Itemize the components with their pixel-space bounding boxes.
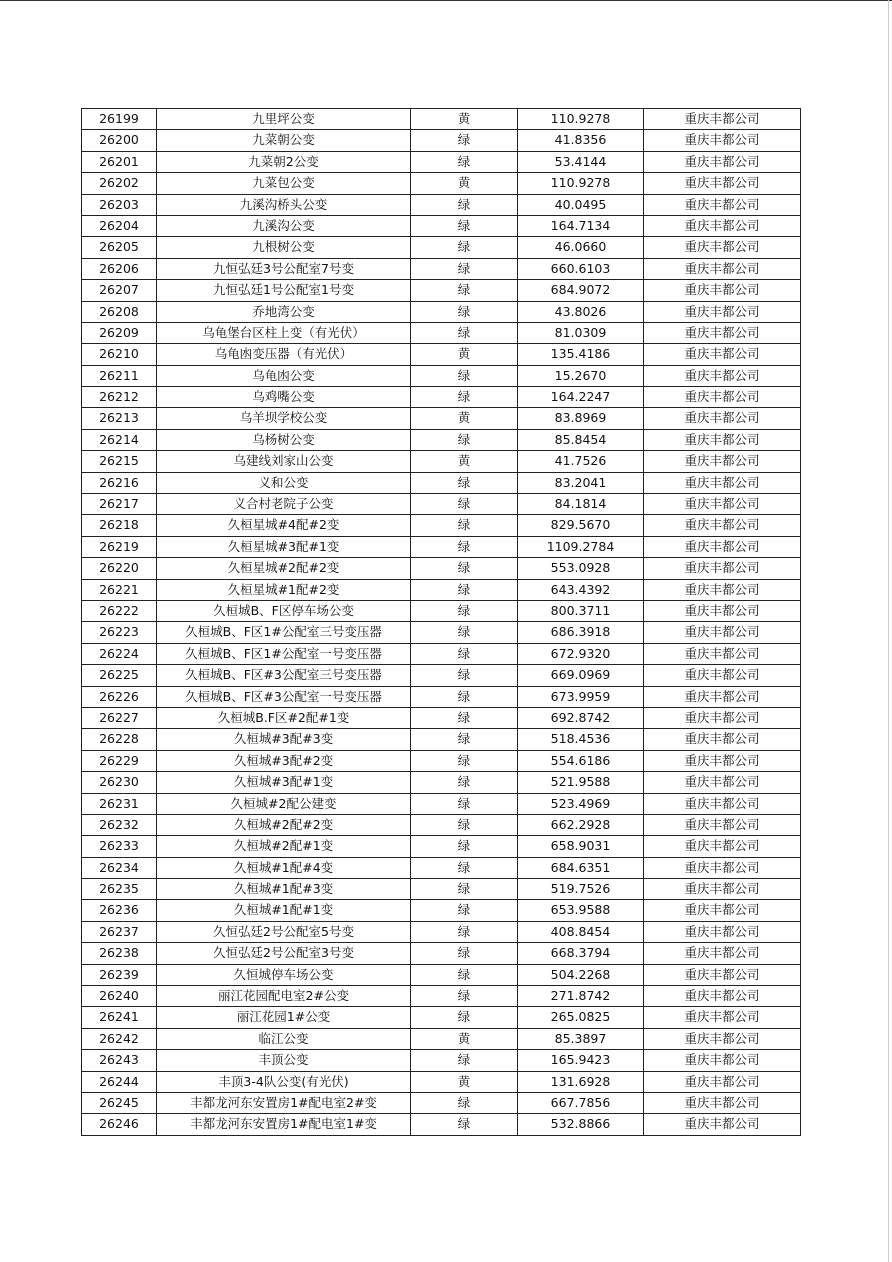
cell-company: 重庆丰都公司 <box>644 109 801 130</box>
cell-value: 829.5670 <box>518 515 644 536</box>
cell-company: 重庆丰都公司 <box>644 451 801 472</box>
table-row <box>82 1007 801 1028</box>
cell-id: 26232 <box>82 814 157 835</box>
cell-status: 绿 <box>411 280 518 301</box>
cell-value: 110.9278 <box>518 109 644 130</box>
cell-id: 26217 <box>82 494 157 515</box>
cell-id: 26246 <box>82 1114 157 1135</box>
cell-id: 26200 <box>82 130 157 151</box>
cell-value: 668.3794 <box>518 943 644 964</box>
cell-status: 绿 <box>411 643 518 664</box>
table-row <box>82 494 801 515</box>
cell-status: 绿 <box>411 215 518 236</box>
table-row <box>82 900 801 921</box>
cell-id: 26225 <box>82 665 157 686</box>
cell-status: 绿 <box>411 964 518 985</box>
cell-name: 九菜包公变 <box>157 173 411 194</box>
table-row <box>82 1050 801 1071</box>
cell-value: 519.7526 <box>518 879 644 900</box>
table-row <box>82 1028 801 1049</box>
table-row <box>82 280 801 301</box>
table-row <box>82 151 801 172</box>
cell-status: 绿 <box>411 921 518 942</box>
cell-status: 绿 <box>411 472 518 493</box>
cell-name: 久桓城#2配#2变 <box>157 814 411 835</box>
cell-id: 26233 <box>82 836 157 857</box>
cell-status: 绿 <box>411 194 518 215</box>
cell-company: 重庆丰都公司 <box>644 1071 801 1092</box>
cell-status: 黄 <box>411 109 518 130</box>
cell-company: 重庆丰都公司 <box>644 686 801 707</box>
cell-name: 乌杨树公变 <box>157 429 411 450</box>
table-row <box>82 130 801 151</box>
cell-status: 绿 <box>411 793 518 814</box>
transformer-table <box>81 108 801 1136</box>
cell-id: 26214 <box>82 429 157 450</box>
cell-name: 九溪沟公变 <box>157 215 411 236</box>
cell-name: 乌龟堡台区柱上变（有光伏） <box>157 322 411 343</box>
cell-name: 久桓城#2配公建变 <box>157 793 411 814</box>
cell-company: 重庆丰都公司 <box>644 707 801 728</box>
cell-value: 554.6186 <box>518 750 644 771</box>
cell-company: 重庆丰都公司 <box>644 879 801 900</box>
cell-value: 667.7856 <box>518 1092 644 1113</box>
cell-value: 672.9320 <box>518 643 644 664</box>
cell-value: 41.7526 <box>518 451 644 472</box>
cell-name: 乌龟凼变压器（有光伏） <box>157 344 411 365</box>
cell-status: 绿 <box>411 600 518 621</box>
cell-id: 26204 <box>82 215 157 236</box>
cell-id: 26242 <box>82 1028 157 1049</box>
cell-name: 久桓城#3配#2变 <box>157 750 411 771</box>
cell-status: 绿 <box>411 258 518 279</box>
cell-value: 43.8026 <box>518 301 644 322</box>
cell-name: 久桓城B、F区1#公配室三号变压器 <box>157 622 411 643</box>
cell-status: 绿 <box>411 1050 518 1071</box>
cell-company: 重庆丰都公司 <box>644 1050 801 1071</box>
cell-company: 重庆丰都公司 <box>644 750 801 771</box>
cell-value: 46.0660 <box>518 237 644 258</box>
cell-value: 83.8969 <box>518 408 644 429</box>
cell-value: 40.0495 <box>518 194 644 215</box>
cell-company: 重庆丰都公司 <box>644 151 801 172</box>
cell-value: 131.6928 <box>518 1071 644 1092</box>
cell-id: 26203 <box>82 194 157 215</box>
cell-value: 684.6351 <box>518 857 644 878</box>
cell-name: 丽江花园1#公变 <box>157 1007 411 1028</box>
cell-company: 重庆丰都公司 <box>644 986 801 1007</box>
table-row <box>82 237 801 258</box>
table-row <box>82 836 801 857</box>
table-row <box>82 451 801 472</box>
cell-company: 重庆丰都公司 <box>644 558 801 579</box>
cell-id: 26237 <box>82 921 157 942</box>
cell-status: 黄 <box>411 451 518 472</box>
cell-id: 26199 <box>82 109 157 130</box>
cell-value: 164.2247 <box>518 387 644 408</box>
cell-id: 26219 <box>82 536 157 557</box>
cell-value: 164.7134 <box>518 215 644 236</box>
table-row <box>82 558 801 579</box>
cell-value: 41.8356 <box>518 130 644 151</box>
cell-company: 重庆丰都公司 <box>644 536 801 557</box>
table-row <box>82 986 801 1007</box>
cell-name: 久桓星城#2配#2变 <box>157 558 411 579</box>
cell-id: 26228 <box>82 729 157 750</box>
cell-name: 久恒城停车场公变 <box>157 964 411 985</box>
cell-company: 重庆丰都公司 <box>644 173 801 194</box>
cell-status: 绿 <box>411 622 518 643</box>
cell-name: 乌羊坝学校公变 <box>157 408 411 429</box>
cell-id: 26238 <box>82 943 157 964</box>
cell-name: 久桓星城#4配#2变 <box>157 515 411 536</box>
cell-value: 692.8742 <box>518 707 644 728</box>
cell-value: 165.9423 <box>518 1050 644 1071</box>
cell-status: 绿 <box>411 707 518 728</box>
table-row <box>82 322 801 343</box>
cell-value: 83.2041 <box>518 472 644 493</box>
cell-name: 义和公变 <box>157 472 411 493</box>
cell-name: 久桓城#3配#1变 <box>157 772 411 793</box>
cell-value: 1109.2784 <box>518 536 644 557</box>
cell-id: 26212 <box>82 387 157 408</box>
table-row <box>82 750 801 771</box>
cell-name: 义合村老院子公变 <box>157 494 411 515</box>
cell-value: 135.4186 <box>518 344 644 365</box>
cell-status: 绿 <box>411 986 518 1007</box>
table-row <box>82 515 801 536</box>
cell-status: 绿 <box>411 900 518 921</box>
cell-id: 26221 <box>82 579 157 600</box>
cell-value: 85.3897 <box>518 1028 644 1049</box>
cell-value: 658.9031 <box>518 836 644 857</box>
cell-name: 久桓城#3配#3变 <box>157 729 411 750</box>
cell-company: 重庆丰都公司 <box>644 280 801 301</box>
cell-status: 黄 <box>411 344 518 365</box>
table-body <box>82 109 801 1136</box>
page-top-border <box>0 0 892 1</box>
table-row <box>82 173 801 194</box>
table-row <box>82 215 801 236</box>
cell-status: 黄 <box>411 173 518 194</box>
cell-company: 重庆丰都公司 <box>644 494 801 515</box>
cell-company: 重庆丰都公司 <box>644 857 801 878</box>
cell-name: 久桓城B、F区停车场公变 <box>157 600 411 621</box>
table-row <box>82 109 801 130</box>
cell-company: 重庆丰都公司 <box>644 215 801 236</box>
cell-id: 26234 <box>82 857 157 878</box>
cell-name: 乌建线刘家山公变 <box>157 451 411 472</box>
cell-id: 26243 <box>82 1050 157 1071</box>
cell-value: 662.2928 <box>518 814 644 835</box>
cell-status: 绿 <box>411 536 518 557</box>
cell-id: 26241 <box>82 1007 157 1028</box>
cell-value: 660.6103 <box>518 258 644 279</box>
cell-company: 重庆丰都公司 <box>644 943 801 964</box>
cell-company: 重庆丰都公司 <box>644 472 801 493</box>
table-row <box>82 857 801 878</box>
cell-id: 26211 <box>82 365 157 386</box>
table-row <box>82 665 801 686</box>
table-row <box>82 879 801 900</box>
cell-status: 绿 <box>411 665 518 686</box>
cell-company: 重庆丰都公司 <box>644 429 801 450</box>
cell-id: 26209 <box>82 322 157 343</box>
cell-value: 265.0825 <box>518 1007 644 1028</box>
table-row <box>82 387 801 408</box>
table-row <box>82 921 801 942</box>
page-right-edge <box>888 0 889 1262</box>
cell-id: 26210 <box>82 344 157 365</box>
cell-value: 271.8742 <box>518 986 644 1007</box>
cell-name: 乌鸡嘴公变 <box>157 387 411 408</box>
cell-id: 26213 <box>82 408 157 429</box>
cell-company: 重庆丰都公司 <box>644 665 801 686</box>
table-row <box>82 194 801 215</box>
cell-name: 丰顶公变 <box>157 1050 411 1071</box>
table-row <box>82 579 801 600</box>
cell-value: 504.2268 <box>518 964 644 985</box>
cell-id: 26205 <box>82 237 157 258</box>
cell-id: 26206 <box>82 258 157 279</box>
table-row <box>82 643 801 664</box>
cell-value: 669.0969 <box>518 665 644 686</box>
cell-id: 26245 <box>82 1092 157 1113</box>
cell-status: 绿 <box>411 729 518 750</box>
cell-name: 久桓城B、F区#3公配室三号变压器 <box>157 665 411 686</box>
cell-name: 乔地湾公变 <box>157 301 411 322</box>
cell-name: 久桓城#1配#1变 <box>157 900 411 921</box>
cell-status: 绿 <box>411 772 518 793</box>
cell-value: 553.0928 <box>518 558 644 579</box>
cell-status: 绿 <box>411 515 518 536</box>
cell-name: 丰顶3-4队公变(有光伏) <box>157 1071 411 1092</box>
cell-company: 重庆丰都公司 <box>644 643 801 664</box>
cell-company: 重庆丰都公司 <box>644 194 801 215</box>
cell-status: 绿 <box>411 151 518 172</box>
cell-company: 重庆丰都公司 <box>644 237 801 258</box>
cell-status: 绿 <box>411 943 518 964</box>
cell-id: 26226 <box>82 686 157 707</box>
table-row <box>82 1114 801 1135</box>
table-row <box>82 472 801 493</box>
cell-name: 久桓城B.F区#2配#1变 <box>157 707 411 728</box>
cell-status: 绿 <box>411 558 518 579</box>
table-row <box>82 600 801 621</box>
cell-company: 重庆丰都公司 <box>644 600 801 621</box>
cell-id: 26202 <box>82 173 157 194</box>
cell-company: 重庆丰都公司 <box>644 301 801 322</box>
cell-id: 26224 <box>82 643 157 664</box>
cell-company: 重庆丰都公司 <box>644 964 801 985</box>
cell-value: 15.2670 <box>518 365 644 386</box>
cell-name: 丰都龙河东安置房1#配电室1#变 <box>157 1114 411 1135</box>
cell-name: 临江公变 <box>157 1028 411 1049</box>
cell-status: 绿 <box>411 879 518 900</box>
table-row <box>82 365 801 386</box>
cell-status: 绿 <box>411 857 518 878</box>
cell-name: 九恒弘廷3号公配室7号变 <box>157 258 411 279</box>
cell-id: 26236 <box>82 900 157 921</box>
cell-company: 重庆丰都公司 <box>644 322 801 343</box>
cell-value: 53.4144 <box>518 151 644 172</box>
cell-status: 绿 <box>411 686 518 707</box>
table-row <box>82 707 801 728</box>
cell-id: 26230 <box>82 772 157 793</box>
cell-name: 久桓城#1配#4变 <box>157 857 411 878</box>
cell-status: 绿 <box>411 1007 518 1028</box>
cell-status: 绿 <box>411 365 518 386</box>
table-row <box>82 943 801 964</box>
cell-value: 408.8454 <box>518 921 644 942</box>
cell-status: 黄 <box>411 1028 518 1049</box>
cell-company: 重庆丰都公司 <box>644 408 801 429</box>
cell-company: 重庆丰都公司 <box>644 622 801 643</box>
table-row <box>82 1071 801 1092</box>
table-row <box>82 301 801 322</box>
cell-id: 26215 <box>82 451 157 472</box>
cell-status: 绿 <box>411 750 518 771</box>
cell-name: 丰都龙河东安置房1#配电室2#变 <box>157 1092 411 1113</box>
cell-value: 653.9588 <box>518 900 644 921</box>
cell-name: 九溪沟桥头公变 <box>157 194 411 215</box>
table-row <box>82 408 801 429</box>
table-row <box>82 1092 801 1113</box>
cell-id: 26218 <box>82 515 157 536</box>
cell-value: 518.4536 <box>518 729 644 750</box>
cell-company: 重庆丰都公司 <box>644 1114 801 1135</box>
cell-status: 绿 <box>411 322 518 343</box>
cell-value: 84.1814 <box>518 494 644 515</box>
cell-name: 久桓星城#1配#2变 <box>157 579 411 600</box>
cell-name: 久恒弘廷2号公配室3号变 <box>157 943 411 964</box>
cell-value: 81.0309 <box>518 322 644 343</box>
cell-status: 绿 <box>411 494 518 515</box>
cell-company: 重庆丰都公司 <box>644 365 801 386</box>
cell-company: 重庆丰都公司 <box>644 387 801 408</box>
cell-id: 26244 <box>82 1071 157 1092</box>
cell-company: 重庆丰都公司 <box>644 814 801 835</box>
table-row <box>82 686 801 707</box>
cell-id: 26239 <box>82 964 157 985</box>
table-row <box>82 772 801 793</box>
table-row <box>82 622 801 643</box>
cell-value: 800.3711 <box>518 600 644 621</box>
cell-id: 26222 <box>82 600 157 621</box>
table-row <box>82 429 801 450</box>
table-row <box>82 729 801 750</box>
cell-company: 重庆丰都公司 <box>644 900 801 921</box>
cell-company: 重庆丰都公司 <box>644 729 801 750</box>
cell-status: 绿 <box>411 429 518 450</box>
cell-name: 九里坪公变 <box>157 109 411 130</box>
cell-status: 黄 <box>411 408 518 429</box>
cell-name: 久桓城#1配#3变 <box>157 879 411 900</box>
cell-name: 丽江花园配电室2#公变 <box>157 986 411 1007</box>
cell-status: 绿 <box>411 814 518 835</box>
cell-name: 九恒弘廷1号公配室1号变 <box>157 280 411 301</box>
cell-name: 九菜朝2公变 <box>157 151 411 172</box>
cell-status: 绿 <box>411 130 518 151</box>
cell-company: 重庆丰都公司 <box>644 344 801 365</box>
cell-name: 九根树公变 <box>157 237 411 258</box>
cell-value: 110.9278 <box>518 173 644 194</box>
cell-name: 久桓城B、F区#3公配室一号变压器 <box>157 686 411 707</box>
cell-value: 673.9959 <box>518 686 644 707</box>
cell-status: 绿 <box>411 301 518 322</box>
cell-name: 乌龟凼公变 <box>157 365 411 386</box>
cell-company: 重庆丰都公司 <box>644 1007 801 1028</box>
cell-status: 绿 <box>411 579 518 600</box>
cell-status: 绿 <box>411 237 518 258</box>
table-row <box>82 964 801 985</box>
cell-company: 重庆丰都公司 <box>644 130 801 151</box>
cell-id: 26231 <box>82 793 157 814</box>
cell-name: 久桓星城#3配#1变 <box>157 536 411 557</box>
table-row <box>82 814 801 835</box>
cell-company: 重庆丰都公司 <box>644 515 801 536</box>
cell-id: 26208 <box>82 301 157 322</box>
cell-company: 重庆丰都公司 <box>644 579 801 600</box>
cell-status: 绿 <box>411 1114 518 1135</box>
table-row <box>82 536 801 557</box>
cell-value: 521.9588 <box>518 772 644 793</box>
cell-id: 26220 <box>82 558 157 579</box>
cell-id: 26207 <box>82 280 157 301</box>
table-row <box>82 793 801 814</box>
cell-id: 26201 <box>82 151 157 172</box>
cell-id: 26223 <box>82 622 157 643</box>
cell-id: 26240 <box>82 986 157 1007</box>
table-row <box>82 344 801 365</box>
cell-id: 26227 <box>82 707 157 728</box>
cell-status: 绿 <box>411 1092 518 1113</box>
cell-company: 重庆丰都公司 <box>644 836 801 857</box>
cell-id: 26229 <box>82 750 157 771</box>
table-row <box>82 258 801 279</box>
cell-company: 重庆丰都公司 <box>644 921 801 942</box>
cell-value: 523.4969 <box>518 793 644 814</box>
cell-value: 684.9072 <box>518 280 644 301</box>
cell-company: 重庆丰都公司 <box>644 258 801 279</box>
cell-company: 重庆丰都公司 <box>644 1092 801 1113</box>
cell-value: 85.8454 <box>518 429 644 450</box>
cell-name: 久桓城B、F区1#公配室一号变压器 <box>157 643 411 664</box>
cell-id: 26235 <box>82 879 157 900</box>
cell-status: 黄 <box>411 1071 518 1092</box>
cell-status: 绿 <box>411 836 518 857</box>
cell-value: 686.3918 <box>518 622 644 643</box>
cell-name: 九菜朝公变 <box>157 130 411 151</box>
cell-value: 643.4392 <box>518 579 644 600</box>
cell-id: 26216 <box>82 472 157 493</box>
cell-status: 绿 <box>411 387 518 408</box>
cell-name: 久桓城#2配#1变 <box>157 836 411 857</box>
cell-company: 重庆丰都公司 <box>644 1028 801 1049</box>
cell-name: 久恒弘廷2号公配室5号变 <box>157 921 411 942</box>
cell-value: 532.8866 <box>518 1114 644 1135</box>
cell-company: 重庆丰都公司 <box>644 772 801 793</box>
cell-company: 重庆丰都公司 <box>644 793 801 814</box>
